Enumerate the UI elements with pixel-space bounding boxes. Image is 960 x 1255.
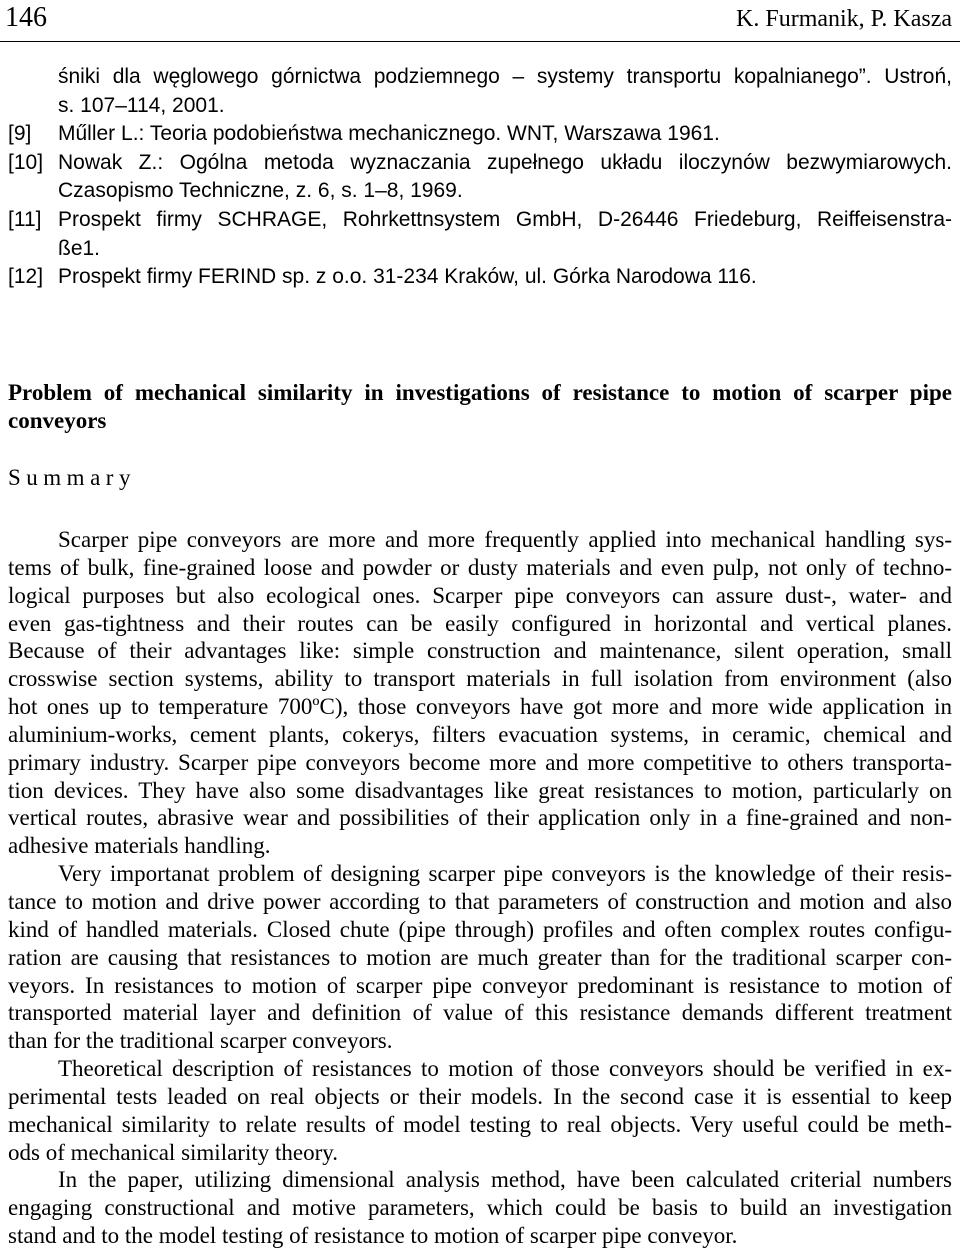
article-title	[8, 379, 952, 435]
text-line: Theoretical description of resistances to motion of those conveyors should be verified in ex-	[58, 1056, 952, 1082]
text-line: tems of bulk, fine-grained loose and powder or dusty materials and even pulp, not only of techno-	[8, 554, 952, 580]
reference-list	[8, 63, 952, 292]
text-line: logical purposes but also ecological ones. Scarper pipe conveyors can assure dust-, water- and	[8, 582, 952, 608]
text-line: veyors. In resistances to motion of scarper pipe conveyor predominant is resistance to motion of	[8, 972, 952, 998]
reference-label: [10]	[8, 150, 44, 174]
text-line: Because of their advantages like: simple construction and maintenance, silent operation, small	[8, 638, 952, 664]
text-line: perimental tests leaded on real objects or their models. In the second case it is essential to keep	[8, 1083, 952, 1109]
text-line: kind of handled materials. Closed chute (pipe through) profiles and often complex routes configu-	[8, 916, 952, 942]
reference-item	[8, 120, 952, 149]
text-line: ration are causing that resistances to motion are much greater than for the traditional scarper con-	[8, 944, 952, 970]
text-line: stand and to the model testing of resistance to motion of scarper pipe conveyor.	[8, 1223, 738, 1249]
article-title-line: conveyors	[8, 408, 107, 433]
text-line: tance to motion and drive power according to that parameters of construction and motion and also	[8, 888, 952, 914]
reference-line: ße1.	[58, 236, 101, 260]
text-line: crosswise section systems, ability to transport materials in full isolation from environment (also	[8, 666, 952, 692]
running-header-authors: K. Furmanik, P. Kasza	[736, 6, 952, 32]
text-line: primary industry. Scarper pipe conveyors become more and more competitive to others transporta-	[8, 749, 952, 775]
running-header	[0, 0, 960, 42]
text-line: mechanical similarity to relate results of model testing to real objects. Very useful could be meth-	[8, 1111, 952, 1137]
reference-label: [11]	[8, 207, 42, 231]
text-line: ods of mechanical similarity theory.	[8, 1139, 338, 1165]
reference-label: [9]	[8, 122, 32, 146]
text-line: than for the traditional scarper conveyors.	[8, 1028, 393, 1054]
reference-item	[8, 63, 952, 120]
text-line: tion devices. They have also some disadvantages like great resistances to motion, particularly on	[8, 777, 952, 803]
reference-item	[8, 149, 952, 206]
text-line: transported material layer and definition of value of this resistance demands different treatment	[8, 1000, 952, 1026]
text-line: In the paper, utilizing dimensional analysis method, have been calculated criterial numbers	[58, 1167, 952, 1193]
reference-line: Czasopismo Techniczne, z. 6, s. 1–8, 1969.	[58, 179, 463, 203]
reference-item	[8, 263, 952, 292]
summary-paragraph	[8, 860, 952, 1055]
article-title-line: Problem of mechanical similarity in investigations of resistance to motion of scarper pipe	[8, 380, 952, 405]
reference-line: śniki dla węglowego górnictwa podziemnego – systemy transportu kopalnianego”. Ustroń,	[58, 65, 952, 88]
reference-line: s. 107–114, 2001.	[58, 93, 225, 117]
summary-heading: Summary	[8, 465, 136, 490]
text-line: hot ones up to temperature 700ºC), those conveyors have got more and more wide application in	[8, 694, 952, 720]
summary-paragraph	[8, 526, 952, 860]
reference-label: [12]	[8, 265, 44, 289]
reference-item	[8, 206, 952, 263]
text-line: Scarper pipe conveyors are more and more frequently applied into mechanical handling sys-	[58, 527, 952, 552]
reference-line: Prospekt firmy SCHRAGE, Rohrkettnsystem GmbH, D-26446 Friedeburg, Reiffeisenstra-	[58, 207, 952, 231]
page-number: 146	[5, 2, 47, 33]
summary-body	[8, 526, 952, 1250]
reference-line: Prospekt firmy FERIND sp. z o.o. 31-234 Kraków, ul. Górka Narodowa 116.	[58, 265, 757, 289]
text-line: adhesive materials handling.	[8, 833, 271, 859]
summary-paragraph	[8, 1166, 952, 1250]
text-line: aluminium-works, cement plants, cokerys, filters evacuation systems, in ceramic, chemical and	[8, 721, 952, 747]
text-line: engaging constructional and motive parameters, which could be basis to build an investigation	[8, 1195, 952, 1221]
reference-line: Műller L.: Teoria podobieństwa mechanicznego. WNT, Warszawa 1961.	[58, 122, 720, 146]
text-line: Very importanat problem of designing scarper pipe conveyors is the knowledge of their resis-	[58, 861, 952, 887]
text-line: vertical routes, abrasive wear and possibilities of their application only in a fine-grained and non-	[8, 805, 952, 831]
reference-line: Nowak Z.: Ogólna metoda wyznaczania zupełnego układu iloczynów bezwymiarowych.	[58, 150, 952, 174]
summary-paragraph	[8, 1055, 952, 1166]
text-line: even gas-tightness and their routes can be easily configured in horizontal and vertical planes.	[8, 610, 952, 636]
